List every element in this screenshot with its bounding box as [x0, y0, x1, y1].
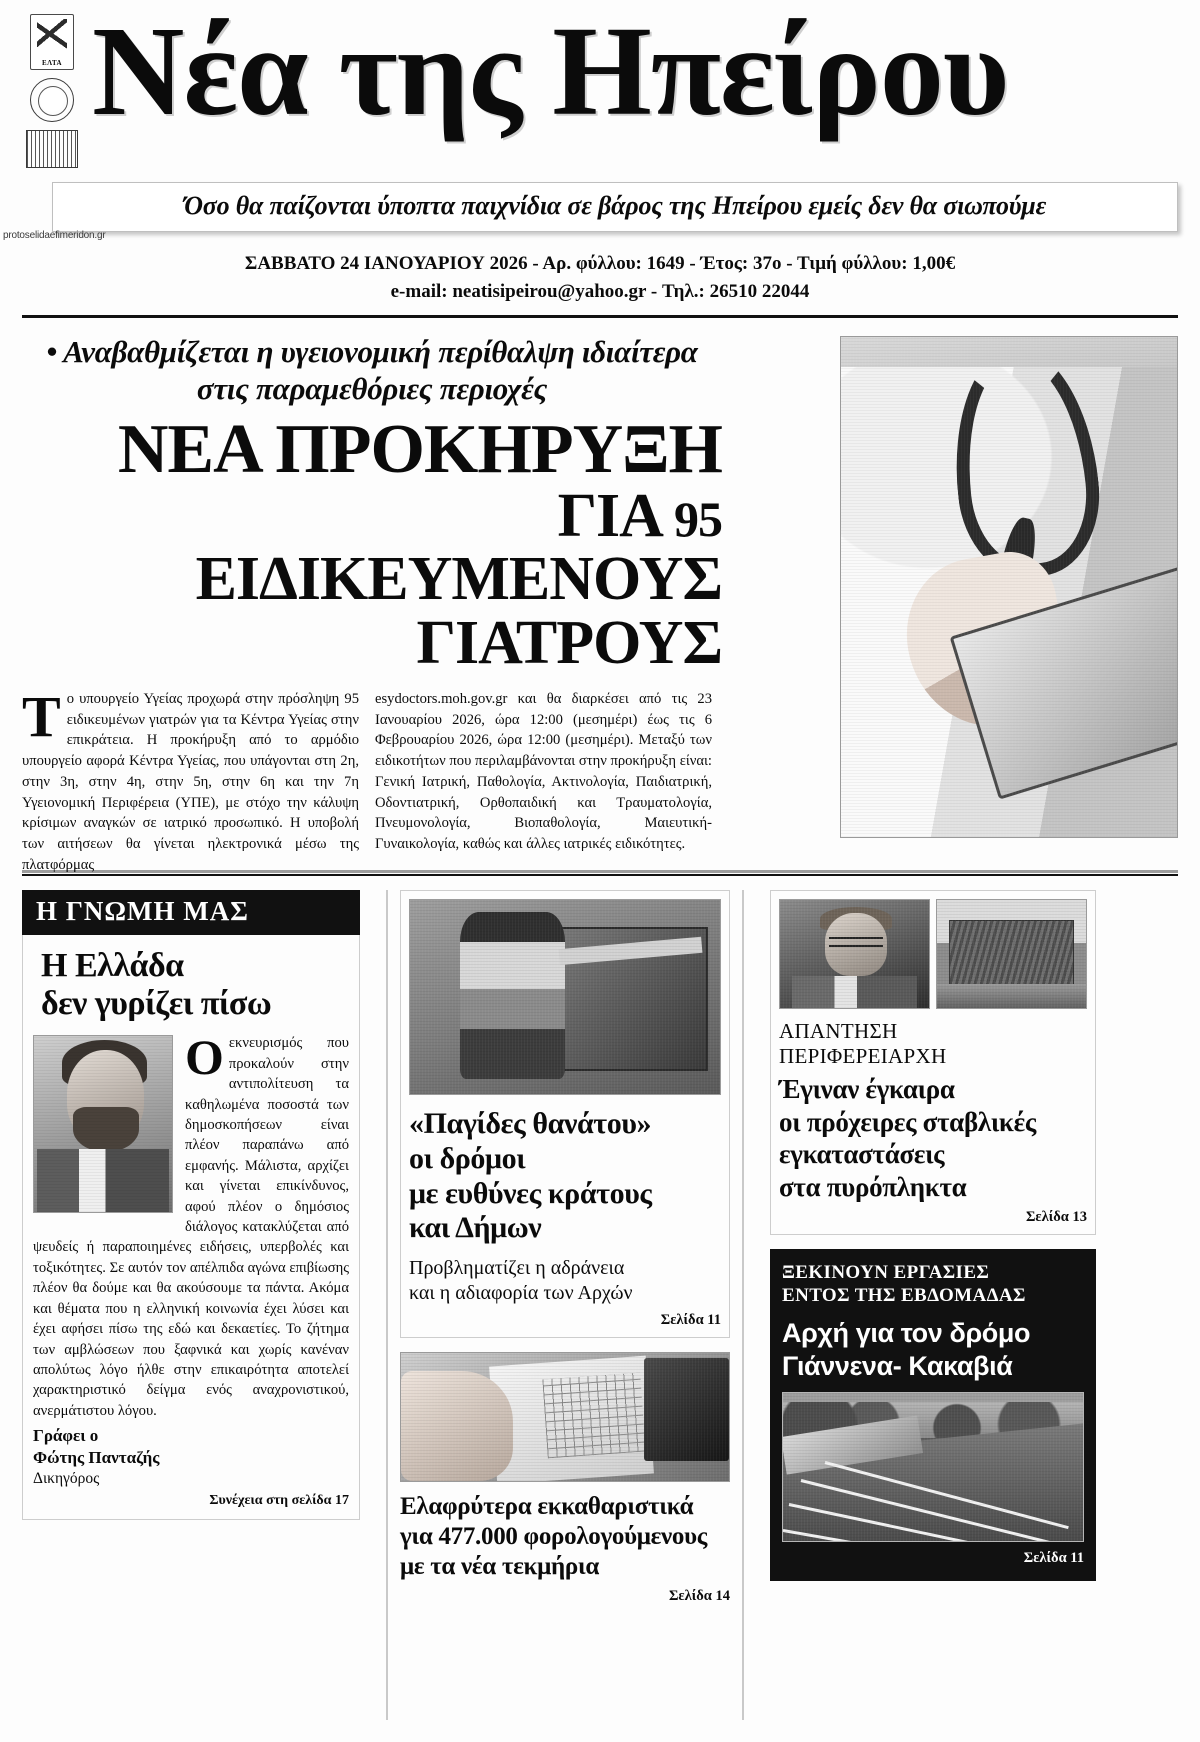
lead-body-column-2	[375, 689, 712, 875]
lead-headline-line2	[22, 482, 722, 614]
tax-headline-line1: Ελαφρύτερα εκκαθαριστικά	[400, 1493, 694, 1521]
response-kicker-line1: ΑΠΑΝΤΗΣΗ	[779, 1019, 898, 1044]
opinion-title-line1: Η Ελλάδα	[41, 947, 184, 985]
governor-photo	[779, 899, 930, 1009]
stable-photo	[936, 899, 1087, 1009]
lead-story	[22, 318, 1178, 873]
response-headline-line3: εγκαταστάσεις	[779, 1139, 945, 1170]
column-divider-right	[742, 890, 744, 1720]
roads-headline-line2: οι δρόμοι	[409, 1141, 526, 1175]
roads-page-ref[interactable]: Σελίδα 11	[660, 1312, 721, 1329]
stable-photo-grain	[937, 900, 1086, 1008]
response-headline	[779, 1073, 1087, 1203]
road-works-kicker-line1: ΞΕΚΙΝΟΥΝ ΕΡΓΑΣΙΕΣ	[782, 1262, 990, 1284]
roads-subhead-line2: και η αδιαφορία των Αρχών	[409, 1282, 633, 1305]
response-kicker	[779, 1019, 1087, 1069]
opinion-title	[33, 947, 349, 1023]
roads-photo	[409, 899, 721, 1095]
tax-headline-line3: με τα νέα τεκμήρια	[400, 1553, 600, 1581]
contact-text: e-mail: neatisipeirou@yahoo.gr - Τηλ.: 26510 22044	[390, 280, 810, 302]
masthead	[0, 0, 1200, 178]
lead-body-text-2: esydoctors.moh.gov.gr και θα διαρκέσει από τις 23 Ιανουαρίου 2026, ώρα 12:00 (μεσημέρι) έως τις 6 Φεβρουαρίου 2026, ώρα 12:00 (μεσημέρι). Μεταξύ των ειδικοτήτων που περιλαμβάνονται στην προκήρυξη είναι: Γενική Ιατρική, Παθολογία, Ακτινολογία, Παιδιατρική, Οδοντιατρική, Ορθοπαιδική και Τραυματολογία, Πνευμονολογία, Βιοπαθολογία, Μαιευτική-Γυναικολογία, καθώς και άλλες ιατρικές ειδικότητες.	[375, 690, 712, 852]
slogan-text: Όσο θα παίζονται ύποπτα παιχνίδια σε βάρος της Ηπείρου εμείς δεν θα σιωπούμε	[183, 191, 1047, 220]
opinion-banner: Η ΓΝΩΜΗ ΜΑΣ	[22, 890, 360, 935]
road-works-page-ref[interactable]: Σελίδα 11	[1023, 1550, 1084, 1567]
lead-photo	[840, 336, 1178, 838]
dateline-block	[0, 250, 1200, 305]
elta-bird-icon	[37, 19, 67, 53]
tax-headline-line2: για 477.000 φορολογούμενους	[400, 1523, 708, 1551]
roads-subhead	[409, 1256, 721, 1306]
byline-name: Φώτης Πανταζής	[33, 1448, 160, 1468]
lead-headline-count: 95	[674, 491, 722, 548]
road-works-story[interactable]	[770, 1249, 1096, 1581]
author-photo	[33, 1035, 173, 1213]
lead-headline-line2-b: ΕΙΔΙΚΕΥΜΕΝΟΥΣ	[195, 545, 722, 614]
lead-headline	[22, 411, 722, 677]
lead-body-column-1	[22, 683, 359, 875]
response-story[interactable]	[770, 890, 1096, 1235]
opinion-byline	[33, 1421, 349, 1488]
author-photo-grain	[34, 1036, 172, 1212]
response-photos	[779, 899, 1087, 1009]
tax-photo-grain	[401, 1353, 729, 1481]
roads-subhead-line1: Προβληματίζει η αδράνεια	[409, 1257, 625, 1280]
middle-column	[400, 890, 730, 1720]
road-works-headline-line1: Αρχή για τον δρόμο	[782, 1318, 1031, 1349]
lower-section	[22, 890, 1178, 1720]
elta-logo-icon	[30, 14, 74, 70]
lead-body-text-1: Το υπουργείο Υγείας προχωρά στην πρόσληψη 95 ειδικευμένων γιατρών για τα Κέντρα Υγείας στην επικράτεια. Η προκήρυξη από το αρμόδιο υπουργείο αφορά Κέντρα Υγείας, που υπάγονται στη 2η, στην 3η, στην 4η, στην 5η, στην 6η και την 7η Υγειονομική Περιφέρεια (ΥΠΕ), με στόχο την κάλυψη κρίσιμων αναγκών σε ιατρικό προσωπικό. Η υποβολή των αιτήσεων θα γίνεται ηλεκτρονικά μέσω της πλατφόρμας	[22, 683, 359, 873]
slogan-bar	[3, 182, 1178, 241]
response-headline-line1: Έγιναν έγκαιρα	[779, 1074, 955, 1105]
opinion-box[interactable]	[22, 935, 360, 1520]
roads-story[interactable]	[400, 890, 730, 1338]
dateline-text: ΣΑΒΒΑΤΟ 24 ΙΑΝΟΥΑΡΙΟΥ 2026 - Αρ. φύλλου: 1649 - Έτος: 37ο - Τιμή φύλλου: 1,00€	[244, 253, 956, 274]
watermark-text: protoselidaefimeridon.gr	[3, 230, 106, 241]
lead-headline-line3: ΓΙΑΤΡΟΥΣ	[416, 608, 722, 677]
opinion-body-text: Οεκνευρισμός που προκαλούν στην αντιπολίτευση τα καθηλωμένα ποσοστά των δημοσκοπήσεων είναι πλέον παραπάνω από εμφανής. Μάλιστα, αρχίζει και γίνεται επικίνδυνος, αφού πλέον ο δημόσιος διάλογος κατακλύζεται από ψευδείς ή παραποιημένες ειδήσεις, υπερβολές και τοξικότητες. Σε αυτόν τον απέλπιδα αγώνα επιβίωσης πλέον θα δούμε και θα ακούσουμε τα πάντα. Ακόμα και θέματα που η ελληνική κοινωνία έχει λύσει και έχει αφήσει πίσω της εδώ και δεκαετίες. Το ζήτημα των αμβλώσεων που ξαφνικά και χωρίς κανέναν απολύτως λόγο ήλθε στην επικαιρότητα αποτελεί χαρακτηριστικό δείγμα ενός αναχρονιστικού, ανερμάτιστου λόγου.	[33, 1029, 349, 1419]
masthead-stamps	[18, 8, 90, 168]
governor-photo-grain	[780, 900, 929, 1008]
column-divider-left	[386, 890, 388, 1720]
lead-headline-line1: ΝΕΑ ΠΡΟΚΗΡΥΞΗ	[117, 411, 722, 489]
tax-headline	[400, 1492, 730, 1582]
byline-role: Δικηγόρος	[33, 1469, 100, 1487]
press-seal-icon	[30, 78, 74, 122]
highway-photo-grain	[783, 1393, 1083, 1541]
barcode-stamp-icon	[26, 130, 78, 168]
tax-story[interactable]	[400, 1352, 730, 1605]
road-works-headline	[782, 1317, 1084, 1382]
paper-title: Νέα της Ηπείρου	[92, 0, 1009, 142]
roads-headline-line1: «Παγίδες θανάτου»	[409, 1107, 652, 1141]
right-column	[756, 890, 1096, 1720]
highway-photo	[782, 1392, 1084, 1542]
response-headline-line2: οι πρόχειρες σταβλικές	[779, 1106, 1036, 1137]
road-works-kicker-line2: ΕΝΤΟΣ ΤΗΣ ΕΒΔΟΜΑΔΑΣ	[782, 1285, 1026, 1307]
roads-photo-grain	[410, 900, 720, 1094]
response-page-ref[interactable]: Σελίδα 13	[1025, 1209, 1087, 1226]
roads-headline-line3: με ευθύνες κράτους	[409, 1176, 652, 1210]
response-kicker-line2: ΠΕΡΙΦΕΡΕΙΑΡΧΗ	[779, 1044, 947, 1069]
road-works-headline-line2: Γιάννενα- Κακαβιά	[782, 1350, 1013, 1381]
lead-headline-line2-a: ΓΙΑ	[557, 482, 674, 551]
roads-headline	[409, 1107, 721, 1246]
elta-logo-label: ΕΛΤΑ	[41, 59, 63, 67]
opinion-column	[22, 890, 374, 1720]
lead-body	[22, 683, 712, 875]
opinion-title-line2: δεν γυρίζει πίσω	[41, 985, 272, 1023]
tax-page-ref[interactable]: Σελίδα 14	[668, 1588, 730, 1605]
response-headline-line4: στα πυρόπληκτα	[779, 1171, 967, 1202]
roads-headline-line4: και Δήμων	[409, 1211, 542, 1245]
opinion-continued-ref[interactable]: Συνέχεια στη σελίδα 17	[209, 1492, 349, 1508]
road-works-kicker	[782, 1261, 1084, 1307]
photo-grain	[841, 337, 1177, 837]
tax-photo	[400, 1352, 730, 1482]
lead-kicker: • Αναβαθμίζεται η υγειονομική περίθαλψη ιδιαίτερα στις παραμεθόριες περιοχές	[46, 334, 698, 406]
byline-prefix: Γράφει ο	[33, 1426, 99, 1446]
lead-text-column	[22, 334, 722, 875]
opinion-flow	[33, 1029, 349, 1508]
